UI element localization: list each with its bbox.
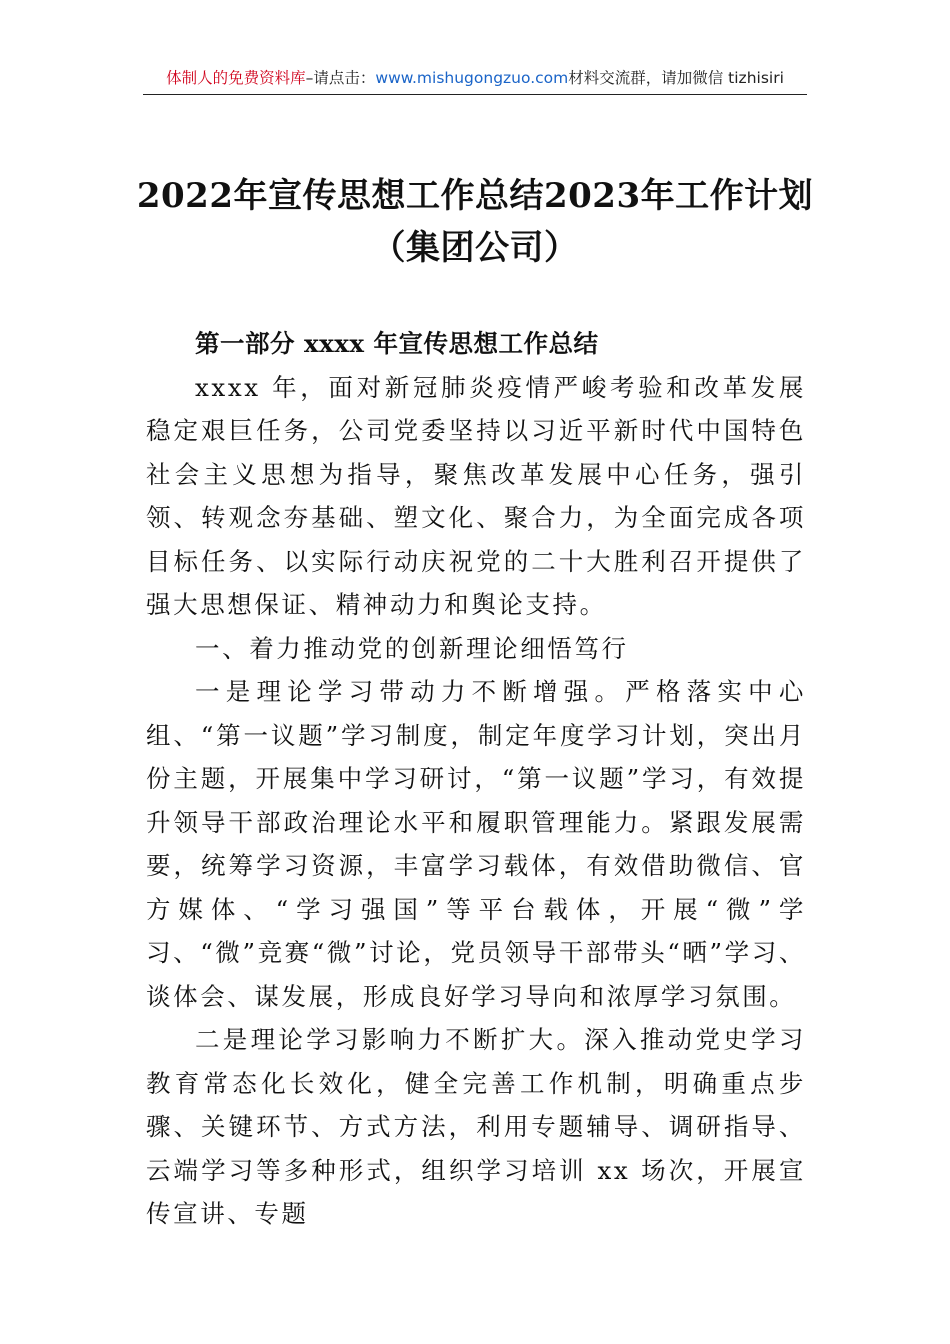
part-heading: 第一部分 xxxx 年宣传思想工作总结 [195, 329, 599, 358]
banner-site-name: 体制人的免费资料库 [166, 69, 306, 87]
document-title: 2022年宣传思想工作总结2023年工作计划 [136, 176, 814, 216]
top-banner [143, 64, 807, 95]
body-paragraph: 一是理论学习带动力不断增强。严格落实中心组、“第一议题”学习制度，制定年度学习计划，突出月份主题，开展集中学习研讨，“第一议题”学习，有效提升领导干部政治理论水平和履职管理能力。紧跟发展需要，统筹学习资源，丰富学习载体，有效借助微信、官方媒体、“学习强国”等平台载体，开展“微”学习、“微”竞赛“微”讨论，党员领导干部带头“晒”学习、谈体会、谋发展，形成良好学习导向和浓厚学习氛围。 [146, 677, 806, 1011]
banner-link-prompt: –请点击： [305, 69, 376, 87]
document-body [146, 322, 806, 1236]
banner-contact: 材料交流群，请加微信 tizhisiri [568, 69, 784, 87]
section-heading: 一、着力推动党的创新理论细悟笃行 [195, 633, 629, 663]
body-paragraph: 二是理论学习影响力不断扩大。深入推动党史学习教育常态化长效化，健全完善工作机制，明确重点步骤、关键环节、方式方法，利用专题辅导、调研指导、云端学习等多种形式，组织学习培训 xx 场次，开展宣传宣讲、专题 [146, 1025, 806, 1228]
document-subtitle: （集团公司） [371, 228, 579, 268]
intro-paragraph: xxxx 年，面对新冠肺炎疫情严峻考验和改革发展稳定艰巨任务，公司党委坚持以习近平新时代中国特色社会主义思想为指导，聚焦改革发展中心任务，强引领、转观念夯基础、塑文化、聚合力，为全面完成各项目标任务、以实际行动庆祝党的二十大胜利召开提供了强大思想保证、精神动力和舆论支持。 [146, 372, 806, 619]
banner-url-link[interactable]: www.mishugongzuo.com [375, 69, 569, 87]
